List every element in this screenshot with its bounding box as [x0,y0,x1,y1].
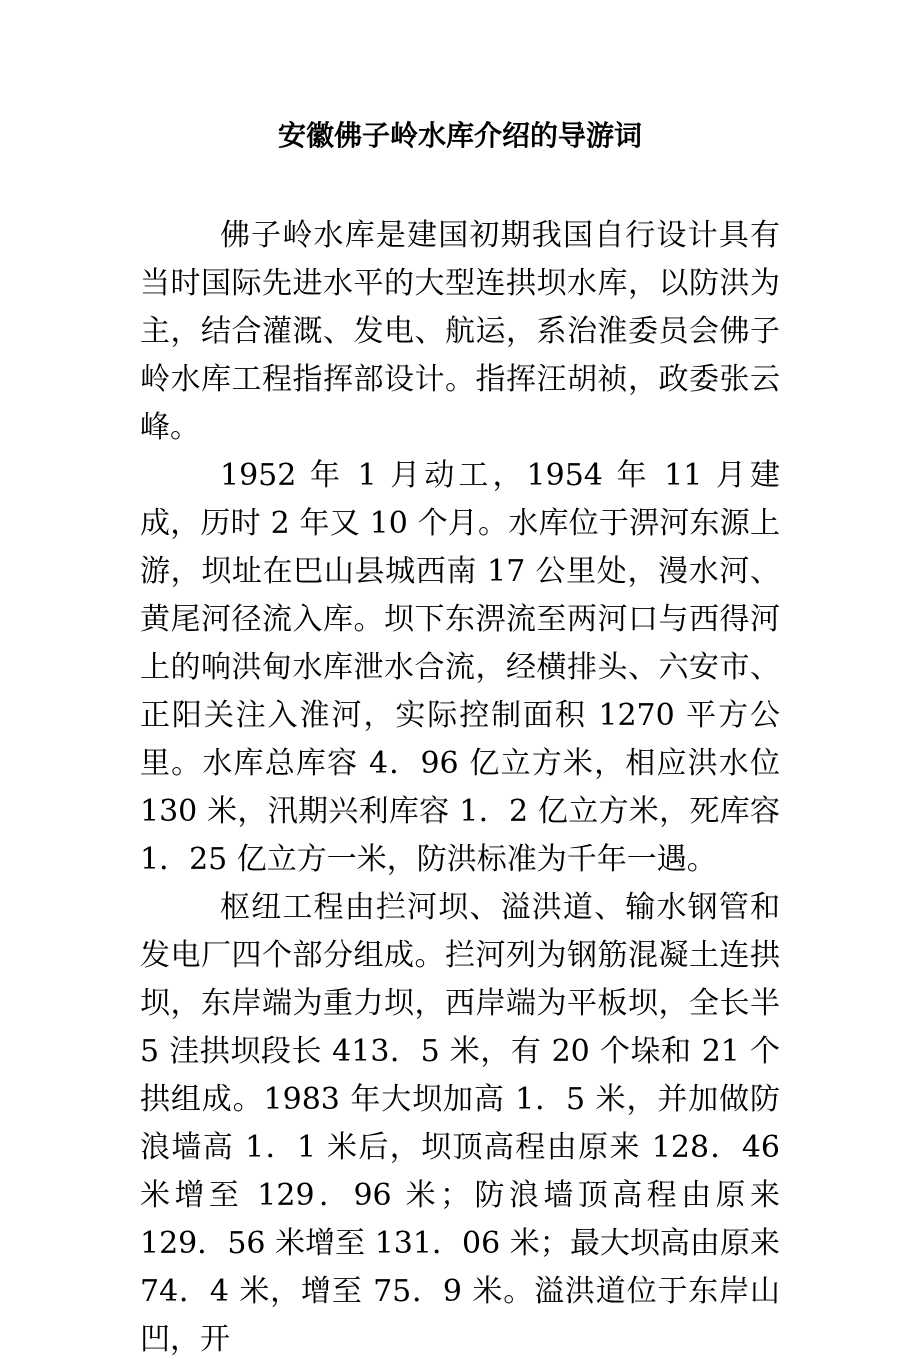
document-title: 安徽佛子岭水库介绍的导游词 [277,119,642,152]
paragraph-1: 佛子岭水库是建国初期我国自行设计具有当时国际先进水平的大型连拱坝水库，以防洪为主，结合灌溉、发电、航运，系治淮委员会佛子岭水库工程指挥部设计。指挥汪胡祯，政委张云峰。 [140,218,780,445]
paragraph-2: 1952 年 1 月动工，1954 年 11 月建成，历时 2 年又 10 个月。水库位于淠河东源上游，坝址在巴山县城西南 17 公里处，漫水河、黄尾河径流入库。坝下东淠流至两河口与西得河上的响洪甸水库泄水合流，经横排头、六安市、正阳关注入淮河，实际控制面积 1270 平方公里。水库总库容 4．96 亿立方米，相应洪水位 130 米，汛期兴利库容 1．2 亿立方米，死库容 1．25 亿立方一米，防洪标准为千年一遇。 [140,458,780,877]
document-body [140,212,780,1364]
paragraph-3: 枢纽工程由拦河坝、溢洪道、输水钢管和发电厂四个部分组成。拦河列为钢筋混凝土连拱坝，东岸端为重力坝，西岸端为平板坝，全长半 5 洼拱坝段长 413．5 米，有 20 个垛和 21 个拱组成。1983 年大坝加高 1．5 米，并加做防浪墙高 1．1 米后，坝顶高程由原来 128．46 米增至 129．96 米；防浪墙顶高程由原来 129．56 米增至 131．06 米；最大坝高由原来 74．4 米，增至 75．9 米。溢洪道位于东岸山凹，开 [140,890,780,1357]
